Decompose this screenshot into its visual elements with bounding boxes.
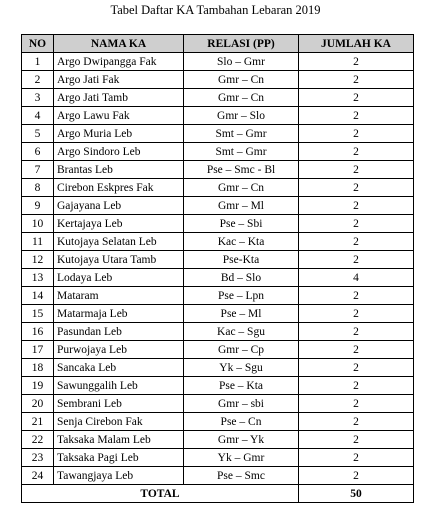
route: Pse – Smc - Bl — [184, 161, 299, 179]
train-name: Matarmaja Leb — [54, 305, 184, 323]
route: Gmr – Ml — [184, 197, 299, 215]
row-number: 14 — [22, 287, 54, 305]
column-header-no: NO — [22, 35, 54, 53]
train-count: 2 — [299, 251, 414, 269]
train-count: 2 — [299, 161, 414, 179]
table-row — [22, 107, 414, 125]
table-row — [22, 89, 414, 107]
train-name: Kutojaya Selatan Leb — [54, 233, 184, 251]
train-name: Mataram — [54, 287, 184, 305]
route: Gmr – Cn — [184, 179, 299, 197]
table-row — [22, 161, 414, 179]
route: Yk – Sgu — [184, 359, 299, 377]
route: Gmr – Cp — [184, 341, 299, 359]
route: Kac – Sgu — [184, 323, 299, 341]
route: Gmr – Cn — [184, 89, 299, 107]
route: Yk – Gmr — [184, 449, 299, 467]
train-name: Sembrani Leb — [54, 395, 184, 413]
train-name: Kutojaya Utara Tamb — [54, 251, 184, 269]
total-label: TOTAL — [22, 485, 299, 503]
train-name: Tawangjaya Leb — [54, 467, 184, 485]
row-number: 6 — [22, 143, 54, 161]
table-row — [22, 197, 414, 215]
train-count: 2 — [299, 143, 414, 161]
table-row — [22, 53, 414, 71]
route: Kac – Kta — [184, 233, 299, 251]
train-name: Sancaka Leb — [54, 359, 184, 377]
train-count: 2 — [299, 179, 414, 197]
train-name: Argo Jati Tamb — [54, 89, 184, 107]
train-count: 4 — [299, 269, 414, 287]
page-title: Tabel Daftar KA Tambahan Lebaran 2019 — [110, 3, 321, 17]
train-count: 2 — [299, 233, 414, 251]
train-name: Pasundan Leb — [54, 323, 184, 341]
train-count: 2 — [299, 107, 414, 125]
route: Smt – Gmr — [184, 125, 299, 143]
row-number: 13 — [22, 269, 54, 287]
route: Pse – Sbi — [184, 215, 299, 233]
row-number: 1 — [22, 53, 54, 71]
route: Gmr – Yk — [184, 431, 299, 449]
row-number: 17 — [22, 341, 54, 359]
row-number: 7 — [22, 161, 54, 179]
column-header-jumlah-ka: JUMLAH KA — [299, 35, 414, 53]
row-number: 16 — [22, 323, 54, 341]
train-name: Taksaka Malam Leb — [54, 431, 184, 449]
route: Gmr – Cn — [184, 71, 299, 89]
train-count: 2 — [299, 89, 414, 107]
route: Pse – Cn — [184, 413, 299, 431]
table-row — [22, 179, 414, 197]
train-count: 2 — [299, 125, 414, 143]
row-number: 8 — [22, 179, 54, 197]
train-count: 2 — [299, 377, 414, 395]
row-number: 4 — [22, 107, 54, 125]
route: Pse – Smc — [184, 467, 299, 485]
header-row — [22, 35, 414, 53]
train-name: Argo Sindoro Leb — [54, 143, 184, 161]
route: Pse – Kta — [184, 377, 299, 395]
train-name: Brantas Leb — [54, 161, 184, 179]
total-row — [22, 485, 414, 503]
train-name: Senja Cirebon Fak — [54, 413, 184, 431]
train-count: 2 — [299, 53, 414, 71]
train-name: Taksaka Pagi Leb — [54, 449, 184, 467]
row-number: 23 — [22, 449, 54, 467]
route: Pse-Kta — [184, 251, 299, 269]
table-row — [22, 431, 414, 449]
column-header-nama-ka: NAMA KA — [54, 35, 184, 53]
train-count: 2 — [299, 341, 414, 359]
train-count: 2 — [299, 395, 414, 413]
train-name: Kertajaya Leb — [54, 215, 184, 233]
train-name: Sawunggalih Leb — [54, 377, 184, 395]
row-number: 21 — [22, 413, 54, 431]
train-name: Cirebon Eskpres Fak — [54, 179, 184, 197]
table-row — [22, 233, 414, 251]
row-number: 3 — [22, 89, 54, 107]
route: Slo – Gmr — [184, 53, 299, 71]
route: Gmr – sbi — [184, 395, 299, 413]
train-count: 2 — [299, 215, 414, 233]
table-row — [22, 251, 414, 269]
train-count: 2 — [299, 431, 414, 449]
table-row — [22, 71, 414, 89]
train-count: 2 — [299, 71, 414, 89]
row-number: 9 — [22, 197, 54, 215]
row-number: 2 — [22, 71, 54, 89]
row-number: 15 — [22, 305, 54, 323]
train-count: 2 — [299, 287, 414, 305]
row-number: 20 — [22, 395, 54, 413]
train-count: 2 — [299, 413, 414, 431]
table-row — [22, 341, 414, 359]
train-name: Argo Lawu Fak — [54, 107, 184, 125]
train-count: 2 — [299, 449, 414, 467]
route: Gmr – Slo — [184, 107, 299, 125]
train-name: Argo Dwipangga Fak — [54, 53, 184, 71]
table-footer — [22, 485, 414, 503]
table-row — [22, 467, 414, 485]
table-row — [22, 287, 414, 305]
row-number: 22 — [22, 431, 54, 449]
row-number: 10 — [22, 215, 54, 233]
table-row — [22, 125, 414, 143]
table-row — [22, 377, 414, 395]
train-name: Lodaya Leb — [54, 269, 184, 287]
route: Pse – Ml — [184, 305, 299, 323]
row-number: 12 — [22, 251, 54, 269]
train-count: 2 — [299, 467, 414, 485]
train-count: 2 — [299, 197, 414, 215]
column-header-relasi: RELASI (PP) — [184, 35, 299, 53]
table-row — [22, 359, 414, 377]
table-row — [22, 269, 414, 287]
table-row — [22, 413, 414, 431]
train-table — [21, 34, 414, 503]
row-number: 24 — [22, 467, 54, 485]
train-count: 2 — [299, 359, 414, 377]
table-row — [22, 305, 414, 323]
table-row — [22, 215, 414, 233]
train-name: Gajayana Leb — [54, 197, 184, 215]
table-row — [22, 449, 414, 467]
table-row — [22, 395, 414, 413]
table-header — [22, 35, 414, 53]
table-body — [22, 53, 414, 485]
train-count: 2 — [299, 305, 414, 323]
total-value: 50 — [299, 485, 414, 503]
row-number: 11 — [22, 233, 54, 251]
train-name: Argo Jati Fak — [54, 71, 184, 89]
train-count: 2 — [299, 323, 414, 341]
route: Smt – Gmr — [184, 143, 299, 161]
row-number: 5 — [22, 125, 54, 143]
route: Bd – Slo — [184, 269, 299, 287]
table-row — [22, 323, 414, 341]
row-number: 18 — [22, 359, 54, 377]
train-name: Argo Muria Leb — [54, 125, 184, 143]
train-name: Purwojaya Leb — [54, 341, 184, 359]
table-row — [22, 143, 414, 161]
row-number: 19 — [22, 377, 54, 395]
route: Pse – Lpn — [184, 287, 299, 305]
